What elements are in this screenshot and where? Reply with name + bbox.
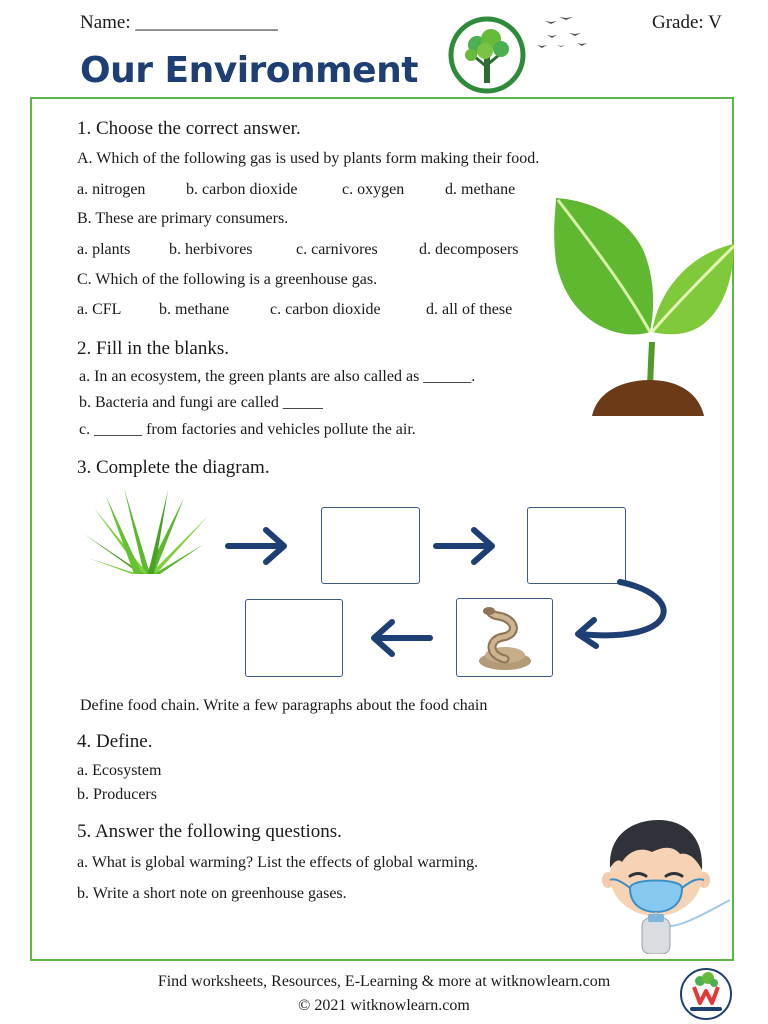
qC-option-b: b. methane — [159, 301, 230, 318]
food-chain-instruction: Define food chain. Write a few paragraphs about the food chain — [80, 697, 488, 714]
question-b-text: B. These are primary consumers. — [77, 210, 289, 227]
define-producers: b. Producers — [77, 786, 157, 803]
curved-arrow-icon — [568, 576, 680, 656]
grade-label: Grade: V — [652, 12, 722, 33]
qA-option-b: b. carbon dioxide — [186, 181, 298, 198]
witknowlearn-logo-icon — [678, 967, 734, 1021]
question-global-warming: a. What is global warming? List the effects of global warming. — [77, 854, 479, 871]
section3-heading: 3. Complete the diagram. — [77, 457, 270, 478]
footer-promo-text: Find worksheets, Resources, E-Learning & more at witknowlearn.com — [157, 973, 611, 990]
page-title: Our Environment — [80, 50, 418, 91]
diagram-blank-box-3[interactable] — [245, 599, 343, 677]
boy-with-mask-illustration — [600, 818, 732, 954]
qB-option-c: c. carnivores — [296, 241, 378, 258]
qA-option-a: a. nitrogen — [77, 181, 146, 198]
question-c-text: C. Which of the following is a greenhouse gas. — [77, 271, 378, 288]
qC-option-c: c. carbon dioxide — [270, 301, 381, 318]
section2-heading: 2. Fill in the blanks. — [77, 338, 229, 359]
qB-option-a: a. plants — [77, 241, 131, 258]
tree-logo-icon — [447, 15, 603, 95]
question-greenhouse: b. Write a short note on greenhouse gases. — [77, 885, 347, 902]
qB-option-b: b. herbivores — [169, 241, 253, 258]
define-ecosystem: a. Ecosystem — [77, 762, 162, 779]
name-field-label: Name: _______________ — [80, 12, 278, 33]
fill-blank-a: a. In an ecosystem, the green plants are also called as ______. — [79, 368, 476, 385]
qC-option-d: d. all of these — [426, 301, 513, 318]
arrow-right-icon — [432, 526, 498, 566]
fill-blank-b: b. Bacteria and fungi are called _____ — [79, 394, 323, 411]
sprout-illustration — [548, 192, 736, 420]
qA-option-d: d. methane — [445, 181, 516, 198]
section4-heading: 4. Define. — [77, 731, 153, 752]
qA-option-c: c. oxygen — [342, 181, 405, 198]
snake-box — [456, 598, 553, 677]
snake-icon — [457, 599, 552, 676]
fill-blank-c: c. ______ from factories and vehicles pollute the air. — [79, 421, 416, 438]
qC-option-a: a. CFL — [77, 301, 122, 318]
arrow-right-icon — [224, 526, 290, 566]
diagram-blank-box-1[interactable] — [321, 507, 420, 584]
grass-icon — [84, 488, 208, 576]
section1-heading: 1. Choose the correct answer. — [77, 118, 301, 139]
qB-option-d: d. decomposers — [419, 241, 519, 258]
section5-heading: 5. Answer the following questions. — [77, 821, 342, 842]
question-a-text: A. Which of the following gas is used by plants form making their food. — [77, 150, 540, 167]
arrow-left-icon — [368, 618, 434, 658]
footer-copyright: © 2021 witknowlearn.com — [298, 997, 470, 1014]
diagram-blank-box-2[interactable] — [527, 507, 626, 584]
